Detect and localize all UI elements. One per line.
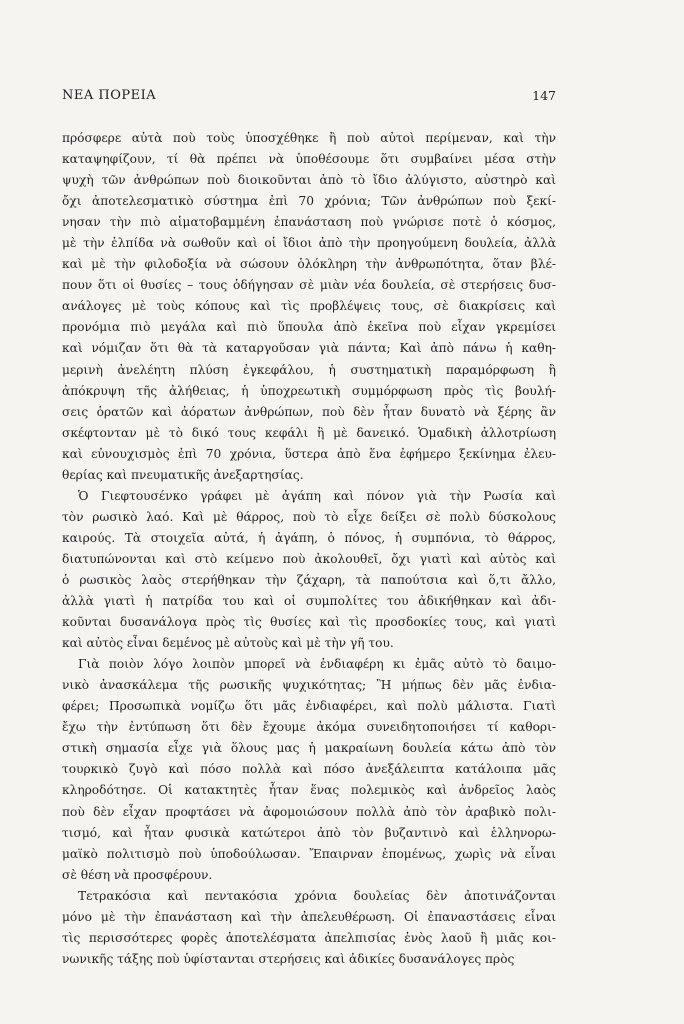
text-line: στικὴ σημασία εἶχε γιὰ ὅλους μας ἡ μακραίωνη δουλεία κάτω ἀπὸ τὸν [62,741,556,756]
text-line: μὲ τὴν ἐλπίδα νὰ σωθοῦν καὶ οἱ ἴδιοι ἀπὸ τὴν προηγούμενη δουλεία, ἀλλὰ [62,236,556,251]
text-line: νικὸ ἀνασκάλεμα τῆς ρωσικῆς ψυχικότητας; Ἢ μήπως δὲν μᾶς ἐνδια- [62,678,556,693]
text-line: ὁ ρωσικὸς λαὸς στερήθηκαν τὴν ζάχαρη, τὰ παπούτσια καὶ ὅ,τι ἄλλο, [62,572,556,587]
body-text [62,128,556,970]
page-number: 147 [532,88,556,103]
text-line: ανάλογες μὲ τοὺς κόπους καὶ τὶς προβλέψεις τους, σὲ διακρίσεις καὶ [62,299,556,314]
journal-title: ΝΕΑ ΠΟΡΕΙΑ [62,88,157,103]
text-line: ὄχι ἀποτελεσματικὸ σύστημα ἐπὶ 70 χρόνια; Τῶν ἀνθρώπων ποὺ ξεκί- [62,194,556,209]
text-line: καὶ μὲ τὴν φιλοδοξία νὰ σώσουν ὁλόκληρη τὴν ἀνθρωπότητα, ὅταν βλέ- [62,257,556,272]
text-line: τισμό, καὶ ἦταν φυσικὰ κατώτεροι ἀπὸ τὸν βυζαντινὸ καὶ ἑλληνορω- [62,825,556,840]
text-line: μερινὴ ἀνελέητη πλύση ἐγκεφάλου, ἡ συστηματικὴ παραμόρφωση ἢ [62,362,556,377]
text-line: τουρκικὸ ζυγὸ καὶ πόσο πολλὰ καὶ πόσο ἀνεξάλειπτα κατάλοιπα μᾶς [62,762,556,777]
text-line: σὲ θέση νὰ προσφέρουν. [62,867,213,882]
text-line: τὸν ρωσικὸ λαό. Καὶ μὲ θάρρος, ποὺ τὸ εἶχε δείξει σὲ πολὺ δύσκολους [62,509,556,524]
text-line: Τετρακόσια καὶ πεντακόσια χρόνια δουλείας δὲν ἀποτινάζονται [78,888,556,903]
text-line: πουν ὅτι οἱ θυσίες – τους ὁδήγησαν σὲ μιὰν νέα δουλεία, σὲ στερήσεις δυσ- [62,278,556,293]
paragraph [62,128,556,486]
text-line: Ὁ Γιεφτουσένκο γράφει μὲ ἀγάπη καὶ πόνον γιὰ τὴν Ρωσία καὶ [78,488,556,503]
text-line: ἔχω τὴν ἐντύπωση ὅτι δὲν ἔχουμε ἀκόμα συνειδητοποιήσει τί καθορι- [62,720,556,735]
text-line: νησαν τὴν πιὸ αἱματοβαμμένη ἐπανάσταση ποὺ γνώρισε ποτὲ ὁ κόσμος, [62,215,556,230]
text-line: θερίας καὶ πνευματικῆς ἀνεξαρτησίας. [62,467,304,482]
running-header [62,88,556,108]
text-line: καὶ εὐνουχισμὸς ἐπὶ 70 χρόνια, ὕστερα ἀπὸ ἕνα ἐφήμερο ξεκίνημα ἐλευ- [62,446,556,461]
paragraph [62,486,556,654]
text-line: ἀπόκρυψη τῆς ἀλήθειας, ἡ ὑποχρεωτικὴ συμμόρφωση πρὸς τὶς βουλή- [62,383,556,398]
text-line: σκέφτονταν μὲ τὸ δικό τους κεφάλι ἢ μὲ δανεικό. Ὁμαδικὴ ἀλλοτρίωση [62,425,556,440]
text-line: ἀλλὰ γιατὶ ἡ πατρίδα του καὶ οἱ συμπολίτες του ἀδικήθηκαν καὶ ἀδι- [62,594,556,609]
text-line: σεις ὁρατῶν καὶ ἀόρατων ἀνθρώπων, ποὺ δὲν ἦταν δυνατὸ νὰ ξέρης ἂν [62,404,556,419]
paragraph [62,886,556,970]
text-line: μόνο μὲ τὴν ἐπανάσταση καὶ τὴν ἀπελευθέρωση. Οἱ ἐπαναστάσεις εἶναι [62,909,556,924]
text-line: καιρούς. Τὰ στοιχεῖα αὐτά, ἡ ἀγάπη, ὁ πόνος, ἡ συμπόνια, τὸ θάρρος, [62,530,556,545]
text-line: καὶ αὐτὸς εἶναι δεμένος μὲ αὐτοὺς καὶ μὲ τὴν γῆ του. [62,636,394,651]
text-line: διατυπώνονται καὶ στὸ κείμενο ποὺ ἀκολουθεῖ, ὄχι γιατὶ καὶ αὐτὸς καὶ [62,551,556,566]
text-line: καὶ νόμιζαν ὅτι θὰ τὰ καταργοῦσαν γιὰ πάντα; Καὶ ἀπὸ πάνω ἡ καθη- [62,341,556,356]
text-line: κοῦνται δυσανάλογα πρὸς τὶς θυσίες καὶ τὶς προσδοκίες τους, καὶ γιατὶ [62,615,556,630]
text-line: Γιὰ ποιὸν λόγο λοιπὸν μπορεῖ νὰ ἐνδιαφέρη κι ἐμᾶς αὐτὸ τὸ δαιμο- [78,657,556,672]
text-line: τὶς περισσότερες φορὲς ἀποτελέσματα ἀπελπισίας ἑνὸς λαοῦ ἢ μιᾶς κοι- [62,930,556,945]
text-line: ποὺ δὲν εἶχαν προφτάσει νὰ ἀφομοιώσουν πολλὰ ἀπὸ τὸν ἀραβικὸ πολι- [62,804,556,819]
text-line: μαϊκὸ πολιτισμὸ ποὺ ὑποδούλωσαν. Ἔπαιρναν ἐπομένως, χωρὶς νὰ εἶναι [62,846,556,861]
text-line: φέρει; Προσωπικὰ νομίζω ὅτι μᾶς ἐνδιαφέρει, καὶ πολὺ μάλιστα. Γιατὶ [62,699,556,714]
text-line: πρόσφερε αὐτὰ ποὺ τοὺς ὑποσχέθηκε ἢ ποὺ αὐτοὶ περίμεναν, καὶ τὴν [62,131,556,145]
paragraph [62,654,556,886]
text-line: νωνικῆς τάξης ποὺ ὑφίστανται στερήσεις καὶ ἀδικίες δυσανάλογες πρὸς [62,951,515,966]
text-line: καταψηφίζουν, τί θὰ πρέπει νὰ ὑποθέσουμε ὅτι συμβαίνει μέσα στὴν [62,152,556,167]
text-line: προνόμια πιὸ μεγάλα καὶ πιὸ ὕπουλα ἀπὸ ἐκεῖνα ποὺ εἶχαν γκρεμίσει [62,320,556,335]
text-line: ψυχὴ τῶν ἀνθρώπων ποὺ διοικοῦνται ἀπὸ τὸ ἴδιο ἀλύγιστο, αὐστηρὸ καὶ [62,173,556,188]
text-line: κληροδότησε. Οἱ κατακτητὲς ἦταν ἕνας πολεμικὸς καὶ ἀνδρεῖος λαὸς [62,783,556,798]
